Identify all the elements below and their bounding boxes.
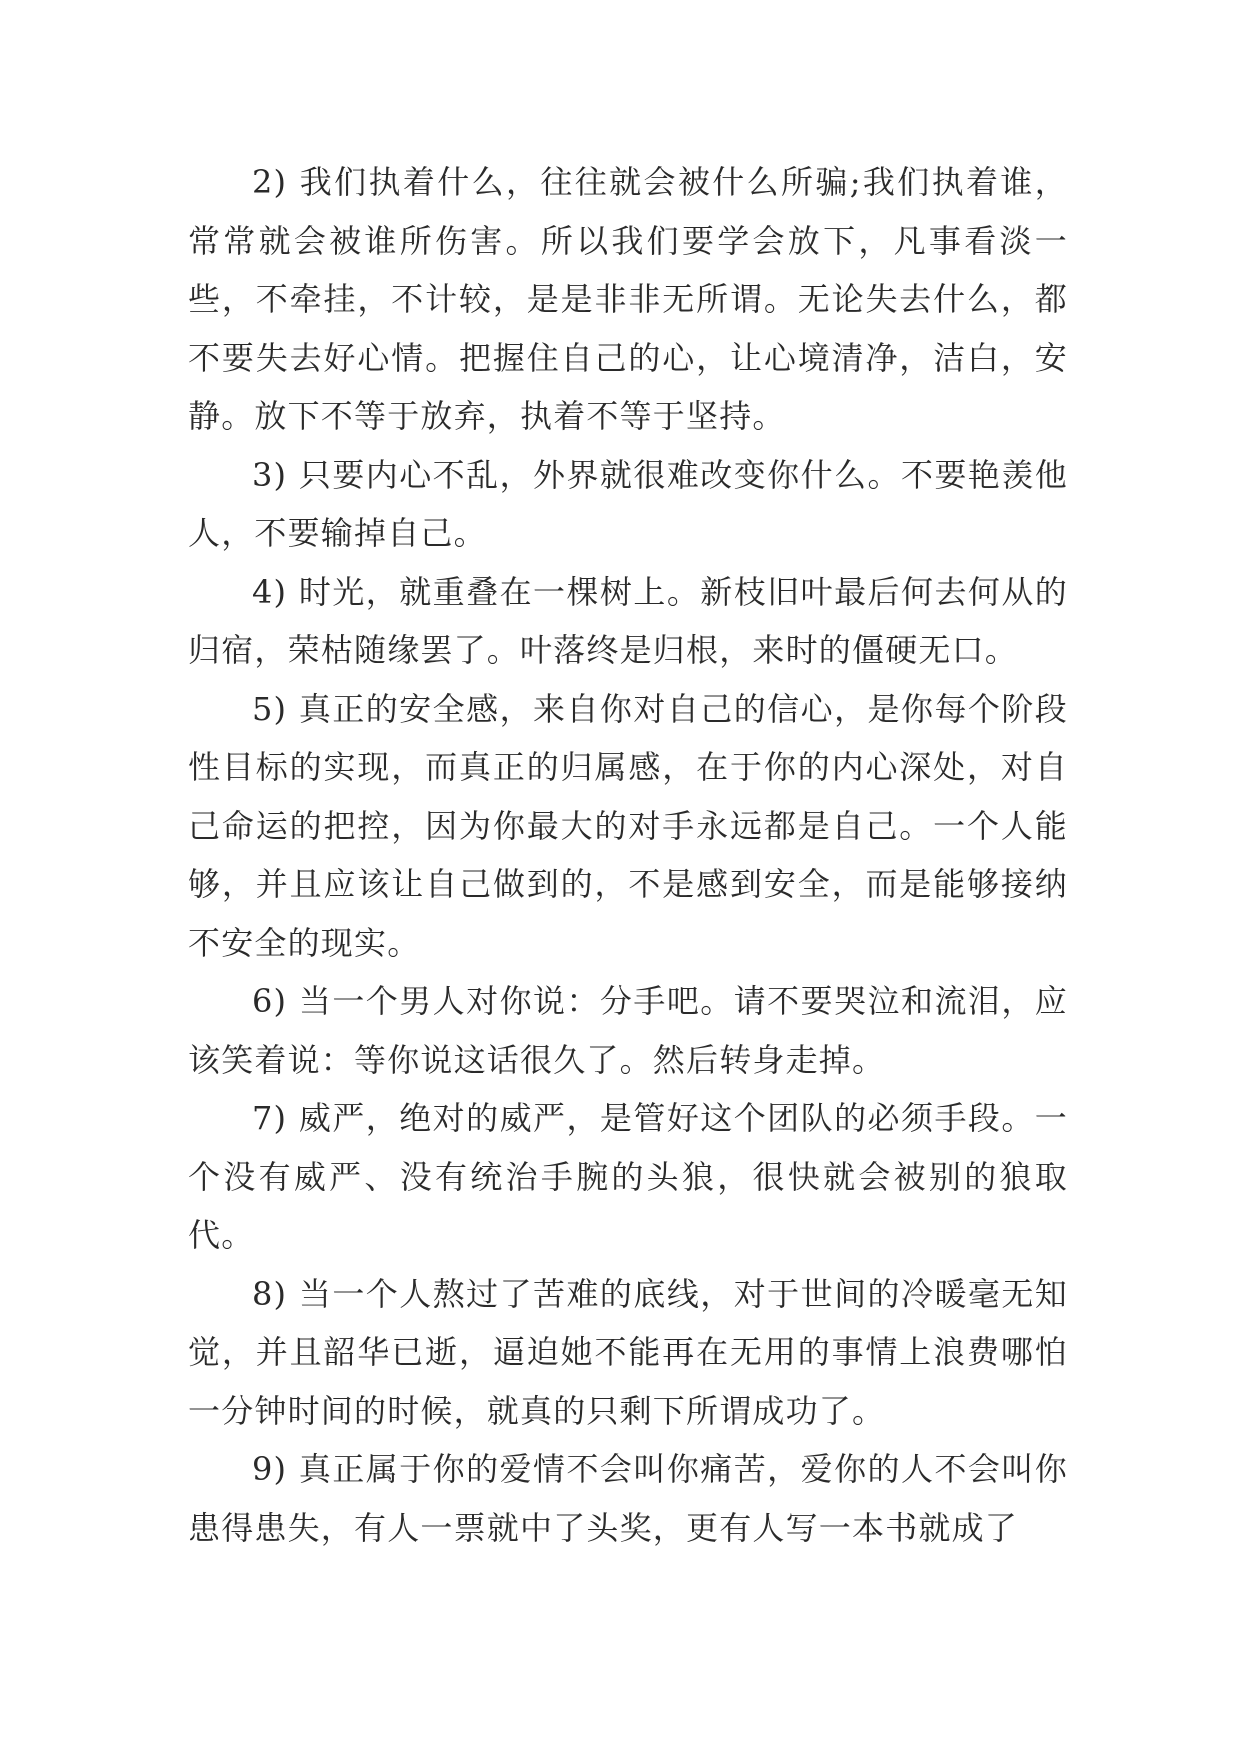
paragraph-4: 4) 时光，就重叠在一棵树上。新枝旧叶最后何去何从的归宿，荣枯随缘罢了。叶落终是归根，来时的僵硬无口。 [188, 572, 1068, 669]
paragraph-6: 6) 当一个男人对你说：分手吧。请不要哭泣和流泪，应该笑着说：等你说这话很久了。然后转身走掉。 [188, 982, 1068, 1079]
paragraph-2: 2) 我们执着什么，往往就会被什么所骗;我们执着谁，常常就会被谁所伤害。所以我们要学会放下，凡事看淡一些，不牵挂，不计较，是是非非无所谓。无论失去什么，都不要失去好心情。把握住自己的心，让心境清净，洁白，安静。放下不等于放弃，执着不等于坚持。 [188, 163, 1068, 435]
paragraph-7: 7) 威严，绝对的威严，是管好这个团队的必须手段。一个没有威严、没有统治手腕的头狼，很快就会被别的狼取代。 [188, 1099, 1068, 1254]
paragraph-3: 3) 只要内心不乱，外界就很难改变你什么。不要艳羡他人，不要输掉自己。 [188, 455, 1068, 552]
paragraph-9: 9) 真正属于你的爱情不会叫你痛苦，爱你的人不会叫你患得患失，有人一票就中了头奖，更有人写一本书就成了 [188, 1450, 1068, 1547]
document-body [188, 153, 1068, 1557]
paragraph-5: 5) 真正的安全感，来自你对自己的信心，是你每个阶段性目标的实现，而真正的归属感，在于你的内心深处，对自己命运的把控，因为你最大的对手永远都是自己。一个人能够，并且应该让自己做到的，不是感到安全，而是能够接纳不安全的现实。 [188, 689, 1068, 962]
paragraph-8: 8) 当一个人熬过了苦难的底线，对于世间的冷暖毫无知觉，并且韶华已逝，逼迫她不能再在无用的事情上浪费哪怕一分钟时间的时候，就真的只剩下所谓成功了。 [188, 1274, 1068, 1430]
